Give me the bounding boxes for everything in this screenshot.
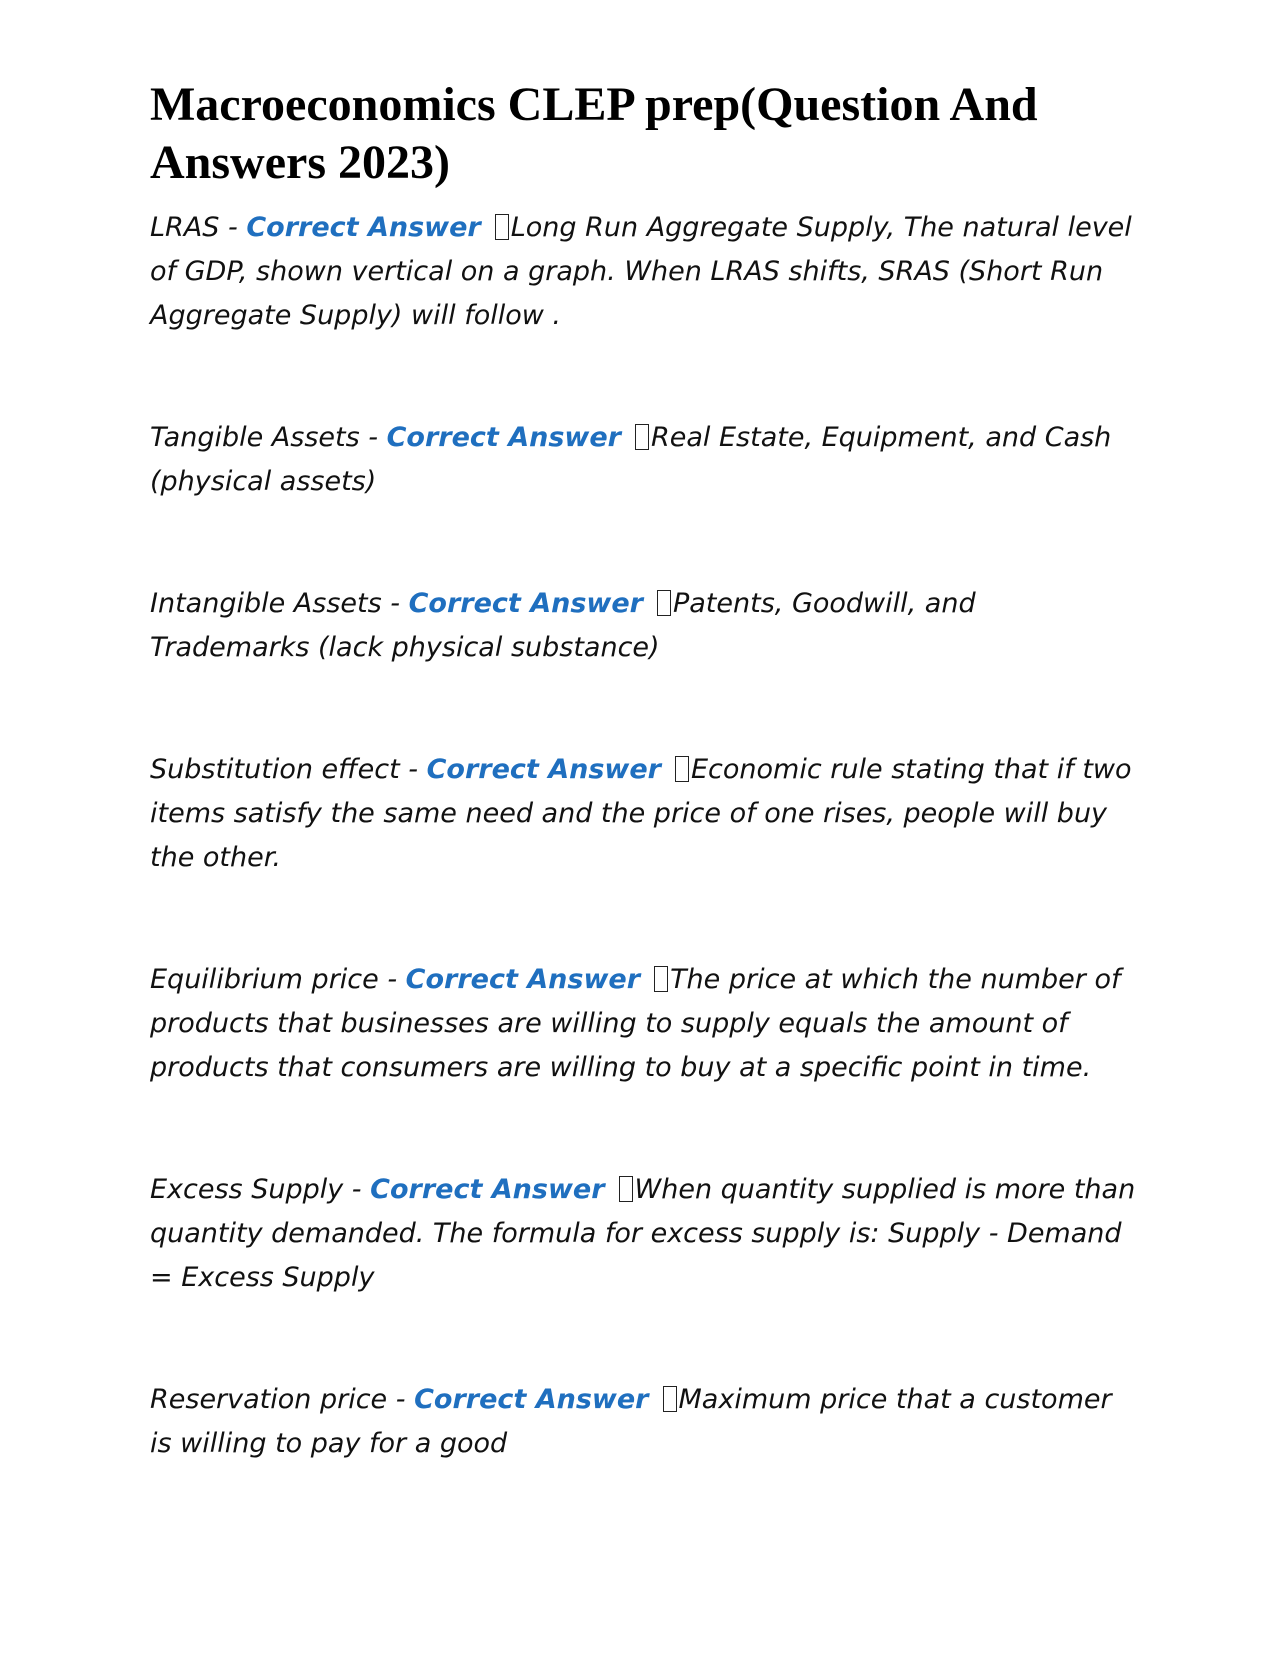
qa-item <box>150 582 1140 670</box>
correct-answer-label: Correct Answer <box>414 1384 649 1415</box>
term: Reservation price <box>150 1384 388 1415</box>
missing-glyph-box-icon <box>663 1386 677 1412</box>
separator: - <box>219 212 247 243</box>
separator: - <box>359 422 387 453</box>
separator: - <box>378 964 406 995</box>
term: Excess Supply <box>150 1174 344 1205</box>
term: Intangible Assets <box>150 588 382 619</box>
definition: Long Run Aggregate Supply, The natural level of GDP, shown vertical on a graph. When LRAS shifts, SRAS (Short Run Aggregate Supply) will follow . <box>150 212 1132 331</box>
missing-glyph-box-icon <box>635 424 649 450</box>
term: Equilibrium price <box>150 964 379 995</box>
definition: Maximum price that a customer is willing to pay for a good <box>150 1384 1112 1459</box>
term: Tangible Assets <box>150 422 360 453</box>
correct-answer-label: Correct Answer <box>386 422 621 453</box>
missing-glyph-box-icon <box>619 1176 633 1202</box>
qa-item <box>150 1168 1140 1300</box>
definition: Economic rule stating that if two items satisfy the same need and the price of one rises, people will buy the other. <box>150 754 1132 873</box>
term: LRAS <box>150 212 220 243</box>
definition: The price at which the number of products that businesses are willing to supply equals the amount of products that consumers are willing to buy at a specific point in time. <box>150 964 1121 1083</box>
missing-glyph-box-icon <box>657 590 671 616</box>
separator: - <box>387 1384 415 1415</box>
document-title: Macroeconomics CLEP prep(Question And Answers 2023) <box>150 78 1038 189</box>
missing-glyph-box-icon <box>495 214 509 240</box>
correct-answer-label: Correct Answer <box>370 1174 605 1205</box>
document-page <box>150 76 1140 1466</box>
definition: Real Estate, Equipment, and Cash (physical assets) <box>150 422 1112 497</box>
qa-item <box>150 1378 1140 1466</box>
term: Substitution effect <box>150 754 400 785</box>
correct-answer-label: Correct Answer <box>246 212 481 243</box>
correct-answer-label: Correct Answer <box>426 754 661 785</box>
qa-item <box>150 958 1140 1090</box>
qa-item <box>150 748 1140 880</box>
qa-item <box>150 206 1140 338</box>
definition: Patents, Goodwill, and Trademarks (lack physical substance) <box>150 588 976 663</box>
missing-glyph-box-icon <box>654 966 668 992</box>
separator: - <box>399 754 427 785</box>
definition: When quantity supplied is more than quantity demanded. The formula for excess supply is: Supply - Demand = Excess Supply <box>150 1174 1136 1293</box>
qa-item <box>150 416 1140 504</box>
separator: - <box>381 588 409 619</box>
correct-answer-label: Correct Answer <box>408 588 643 619</box>
missing-glyph-box-icon <box>675 756 689 782</box>
separator: - <box>343 1174 371 1205</box>
correct-answer-label: Correct Answer <box>405 964 641 995</box>
